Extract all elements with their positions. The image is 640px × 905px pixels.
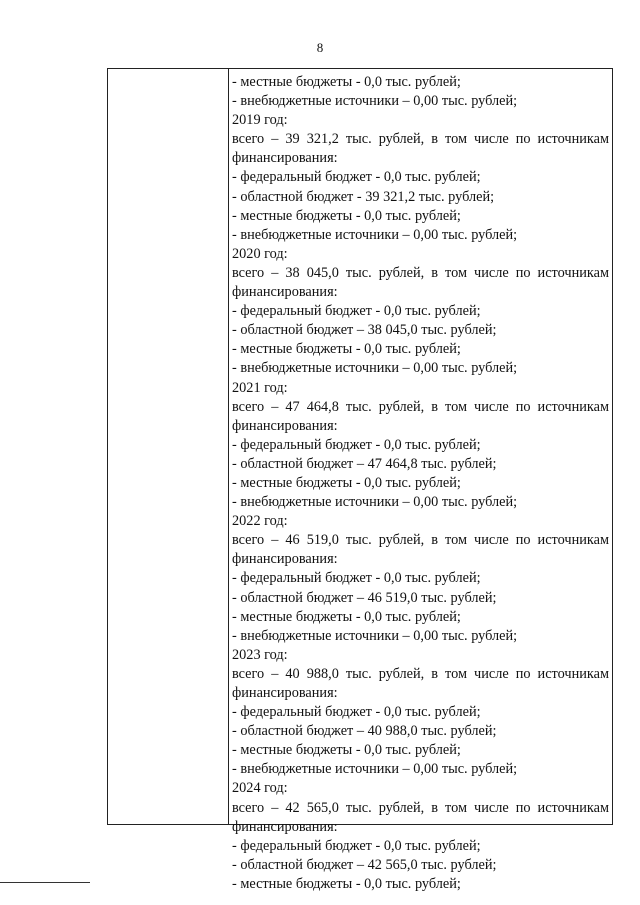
- funding-line: - местные бюджеты - 0,0 тыс. рублей;: [232, 608, 461, 625]
- funding-line: - местные бюджеты - 0,0 тыс. рублей;: [232, 207, 461, 224]
- year-heading: 2024 год:: [232, 780, 288, 797]
- funding-line: - областной бюджет – 47 464,8 тыс. рублей;: [232, 455, 497, 472]
- year-heading: 2022 год:: [232, 513, 288, 530]
- funding-line: - федеральный бюджет - 0,0 тыс. рублей;: [232, 837, 481, 854]
- funding-line: - федеральный бюджет - 0,0 тыс. рублей;: [232, 570, 481, 587]
- footnote-rule: [0, 882, 90, 883]
- funding-line: - внебюджетные источники – 0,00 тыс. рублей;: [232, 226, 518, 243]
- funding-line: - внебюджетные источники – 0,00 тыс. рублей;: [232, 761, 518, 778]
- column-divider: [228, 69, 229, 824]
- funding-line: - местные бюджеты - 0,0 тыс. рублей;: [232, 74, 461, 90]
- funding-line: - местные бюджеты - 0,0 тыс. рублей;: [232, 474, 461, 491]
- funding-line: - внебюджетные источники – 0,00 тыс. рублей;: [232, 360, 518, 377]
- year-heading: 2019 год:: [232, 112, 288, 129]
- funding-line: - внебюджетные источники – 0,00 тыс. рублей;: [232, 494, 518, 511]
- funding-line: финансирования:: [232, 818, 338, 835]
- funding-line: всего – 42 565,0 тыс. рублей, в том числе по источникам: [232, 799, 609, 816]
- funding-line: - внебюджетные источники – 0,00 тыс. рублей;: [232, 627, 518, 644]
- funding-line: - федеральный бюджет - 0,0 тыс. рублей;: [232, 704, 481, 721]
- page-number: 8: [316, 40, 324, 55]
- funding-line: финансирования:: [232, 417, 338, 434]
- funding-line: всего – 40 988,0 тыс. рублей, в том числе по источникам: [232, 665, 609, 682]
- funding-line: - местные бюджеты - 0,0 тыс. рублей;: [232, 341, 461, 358]
- funding-table: [107, 68, 613, 892]
- funding-line: - областной бюджет – 40 988,0 тыс. рублей;: [232, 723, 497, 740]
- funding-line: финансирования:: [232, 284, 338, 301]
- table-right-cell: [232, 73, 609, 894]
- funding-line: - областной бюджет – 38 045,0 тыс. рублей;: [232, 322, 497, 339]
- funding-line: всего – 39 321,2 тыс. рублей, в том числе по источникам: [232, 131, 609, 148]
- funding-line: финансирования:: [232, 551, 338, 568]
- funding-line: - местные бюджеты - 0,0 тыс. рублей;: [232, 875, 461, 892]
- funding-line: - областной бюджет – 42 565,0 тыс. рублей;: [232, 856, 497, 873]
- year-heading: 2023 год:: [232, 646, 288, 663]
- funding-line: всего – 46 519,0 тыс. рублей, в том числе по источникам: [232, 532, 609, 549]
- funding-line: всего – 38 045,0 тыс. рублей, в том числе по источникам: [232, 264, 609, 281]
- year-heading: 2021 год:: [232, 379, 288, 396]
- table-left-cell: [108, 69, 228, 824]
- funding-line: - федеральный бюджет - 0,0 тыс. рублей;: [232, 436, 481, 453]
- funding-line: - федеральный бюджет - 0,0 тыс. рублей;: [232, 169, 481, 186]
- funding-line: финансирования:: [232, 150, 338, 167]
- funding-line: - федеральный бюджет - 0,0 тыс. рублей;: [232, 303, 481, 320]
- funding-line: - местные бюджеты - 0,0 тыс. рублей;: [232, 742, 461, 759]
- funding-line: - областной бюджет - 39 321,2 тыс. рублей;: [232, 188, 495, 205]
- funding-line: финансирования:: [232, 685, 338, 701]
- funding-line: - внебюджетные источники – 0,00 тыс. рублей;: [232, 93, 518, 110]
- year-heading: 2020 год:: [232, 245, 288, 262]
- funding-line: всего – 47 464,8 тыс. рублей, в том числе по источникам: [232, 398, 609, 415]
- funding-line: - областной бюджет – 46 519,0 тыс. рублей;: [232, 589, 497, 606]
